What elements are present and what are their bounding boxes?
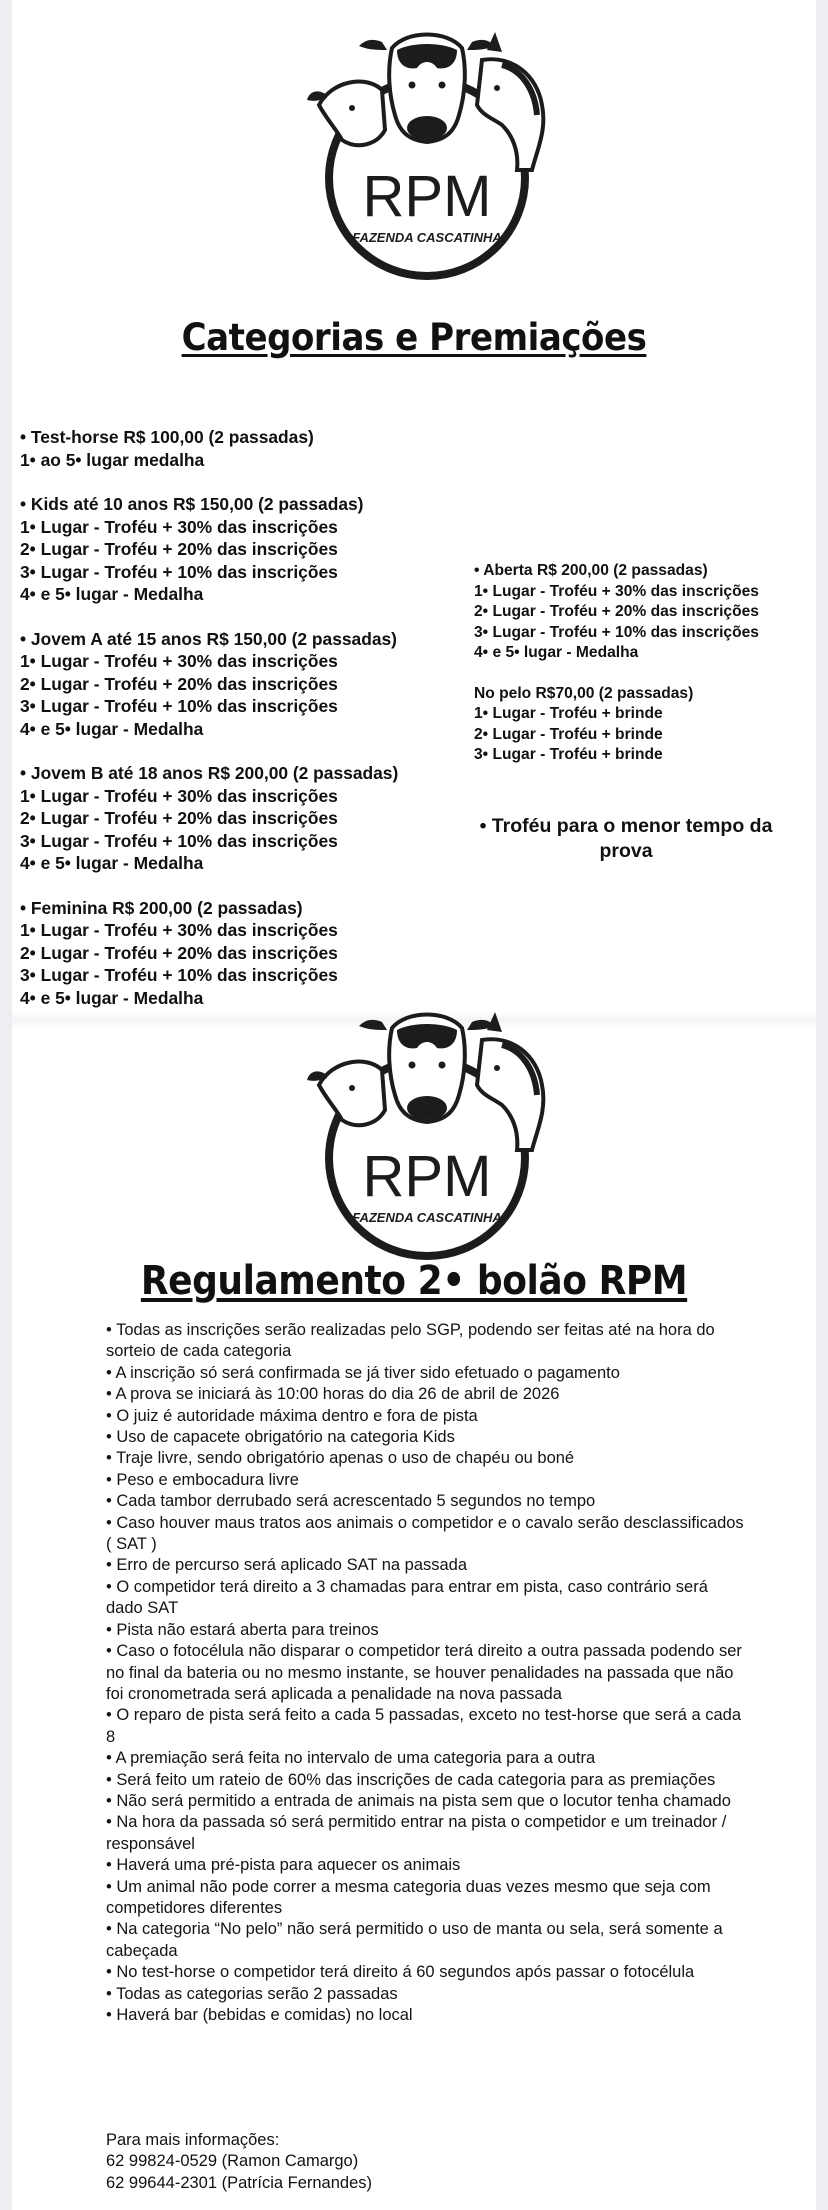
prize-line: 4• e 5• lugar - Medalha bbox=[20, 584, 204, 604]
contact-phone-2: 62 99644-2301 (Patrícia Fernandes) bbox=[106, 2173, 372, 2192]
prize-line: 1• ao 5• lugar medalha bbox=[20, 449, 205, 470]
prize-line: 2• Lugar - Troféu + 20% das inscrições bbox=[20, 808, 338, 828]
fastest-time-note: • Troféu para o menor tempo da prova bbox=[479, 815, 773, 862]
rule-item: • Não será permitido a entrada de animais na pista sem que o locutor tenha chamado bbox=[106, 1791, 731, 1810]
category-heading: No pelo R$70,00 (2 passadas) bbox=[474, 684, 694, 702]
prize-line: 2• Lugar - Troféu + 20% das inscrições bbox=[20, 942, 338, 963]
left-categories-list bbox=[20, 426, 398, 1031]
logo-initials: RPM bbox=[362, 164, 492, 229]
rule-item: • Haverá uma pré-pista para aquecer os animais bbox=[106, 1856, 461, 1875]
category-block bbox=[20, 897, 398, 1010]
category-heading: • Jovem B até 18 anos R$ 200,00 (2 passadas) bbox=[20, 763, 399, 783]
prize-line: 4• e 5• lugar - Medalha bbox=[20, 853, 204, 873]
prize-line: 4• e 5• lugar - Medalha bbox=[20, 987, 204, 1008]
category-heading: • Feminina R$ 200,00 (2 passadas) bbox=[20, 897, 303, 918]
category-block bbox=[20, 628, 398, 741]
rule-item: • O juiz é autoridade máxima dentro e fora de pista bbox=[106, 1406, 478, 1425]
prize-line: 4• e 5• lugar - Medalha bbox=[474, 644, 639, 661]
prize-line: 3• Lugar - Troféu + 10% das inscrições bbox=[20, 561, 338, 582]
prize-line: 3• Lugar - Troféu + 10% das inscrições bbox=[474, 623, 759, 641]
right-categories-list bbox=[474, 561, 759, 786]
prize-line: 1• Lugar - Troféu + 30% das inscrições bbox=[474, 582, 759, 600]
category-heading: • Kids até 10 anos R$ 150,00 (2 passadas) bbox=[20, 494, 364, 514]
rule-item: • Na categoria “No pelo” não será permitido o uso de manta ou sela, será somente a cabeçada bbox=[106, 1920, 723, 1960]
rule-item: • A premiação será feita no intervalo de uma categoria para a outra bbox=[106, 1749, 596, 1768]
prize-line: 2• Lugar - Troféu + 20% das inscrições bbox=[20, 673, 338, 694]
prize-line: 1• Lugar - Troféu + 30% das inscrições bbox=[20, 785, 338, 806]
prize-line: 1• Lugar - Troféu + 30% das inscrições bbox=[20, 516, 338, 537]
rules-title: Regulamento 2• bolão RPM bbox=[140, 1258, 688, 1304]
rule-item: • Todas as inscrições serão realizadas pelo SGP, podendo ser feitas até na hora do sorteio de cada categoria bbox=[106, 1321, 715, 1361]
logo-farm-name: FAZENDA CASCATINHA bbox=[352, 1210, 502, 1225]
rule-item: • O reparo de pista será feito a cada 5 passadas, exceto no test-horse que será a cada 8 bbox=[106, 1706, 741, 1746]
prize-line: 1• Lugar - Troféu + 30% das inscrições bbox=[20, 920, 338, 940]
prize-line: 4• e 5• lugar - Medalha bbox=[20, 718, 204, 739]
contact-phone-1: 62 99824-0529 (Ramon Camargo) bbox=[106, 2152, 359, 2171]
category-heading: • Aberta R$ 200,00 (2 passadas) bbox=[474, 562, 708, 579]
rpm-logo-graphic bbox=[297, 1000, 557, 1270]
rule-item: • No test-horse o competidor terá direito á 60 segundos após passar o fotocélula bbox=[106, 1963, 695, 1982]
rule-item: • Será feito um rateio de 60% das inscrições de cada categoria para as premiações bbox=[106, 1770, 716, 1789]
contact-title: Para mais informações: bbox=[106, 2131, 280, 2149]
contact-info bbox=[106, 2130, 372, 2194]
rule-item: • Caso o fotocélula não disparar o competidor terá direito a outra passada podendo ser no final da bateria ou no mesmo instante, se houver penalidades na passada que não foi cronometrada será aplicada a penalidade na nova passada bbox=[106, 1642, 742, 1703]
prize-line: 3• Lugar - Troféu + 10% das inscrições bbox=[20, 696, 338, 716]
rule-item: • Peso e embocadura livre bbox=[106, 1470, 299, 1489]
prize-line: 1• Lugar - Troféu + brinde bbox=[474, 705, 663, 722]
prize-line: 3• Lugar - Troféu + 10% das inscrições bbox=[20, 965, 338, 985]
categories-title: Categorias e Premiações bbox=[181, 316, 647, 359]
flyer-page bbox=[12, 0, 816, 2210]
rule-item: • Caso houver maus tratos aos animais o competidor e o cavalo serão desclassificados ( SAT ) bbox=[106, 1513, 744, 1554]
rule-item: • Na hora da passada só será permitido entrar na pista o competidor e um treinador / responsável bbox=[106, 1813, 727, 1853]
rule-item: • Cada tambor derrubado será acrescentado 5 segundos no tempo bbox=[106, 1492, 596, 1511]
rule-item: • O competidor terá direito a 3 chamadas para entrar em pista, caso contrário será dado SAT bbox=[106, 1577, 708, 1618]
category-block bbox=[20, 426, 398, 471]
rule-item: • Erro de percurso será aplicado SAT na passada bbox=[106, 1556, 468, 1575]
rule-item: • Haverá bar (bebidas e comidas) no local bbox=[106, 2006, 413, 2024]
category-block bbox=[20, 493, 398, 606]
category-heading: • Test-horse R$ 100,00 (2 passadas) bbox=[20, 427, 314, 447]
category-block bbox=[474, 684, 759, 766]
prize-line: 2• Lugar - Troféu + 20% das inscrições bbox=[474, 603, 759, 620]
rule-item: • Uso de capacete obrigatório na categoria Kids bbox=[106, 1428, 455, 1447]
prize-line: 1• Lugar - Troféu + 30% das inscrições bbox=[20, 651, 338, 671]
rpm-logo-bottom bbox=[297, 1000, 557, 1270]
rule-item: • A inscrição só será confirmada se já tiver sido efetuado o pagamento bbox=[106, 1363, 620, 1382]
prize-line: 3• Lugar - Troféu + 10% das inscrições bbox=[20, 830, 338, 851]
category-heading: • Jovem A até 15 anos R$ 150,00 (2 passadas) bbox=[20, 628, 397, 649]
logo-farm-name: FAZENDA CASCATINHA bbox=[352, 230, 502, 245]
rule-item: • Traje livre, sendo obrigatório apenas o uso de chapéu ou boné bbox=[106, 1449, 575, 1468]
rule-item: • A prova se iniciará às 10:00 horas do dia 26 de abril de 2026 bbox=[106, 1385, 560, 1404]
prize-line: 2• Lugar - Troféu + 20% das inscrições bbox=[20, 539, 338, 559]
prize-line: 3• Lugar - Troféu + brinde bbox=[474, 746, 663, 763]
category-block bbox=[20, 762, 398, 875]
rpm-logo-graphic bbox=[297, 20, 557, 290]
rule-item: • Um animal não pode correr a mesma categoria duas vezes mesmo que seja com competidores diferentes bbox=[106, 1877, 711, 1917]
rpm-logo-top bbox=[297, 20, 557, 290]
category-block bbox=[474, 561, 759, 664]
rules-list bbox=[106, 1320, 746, 2026]
prize-line: 2• Lugar - Troféu + brinde bbox=[474, 725, 663, 743]
rule-item: • Pista não estará aberta para treinos bbox=[106, 1620, 379, 1639]
rule-item: • Todas as categorias serão 2 passadas bbox=[106, 1984, 398, 2003]
logo-initials: RPM bbox=[362, 1144, 492, 1209]
